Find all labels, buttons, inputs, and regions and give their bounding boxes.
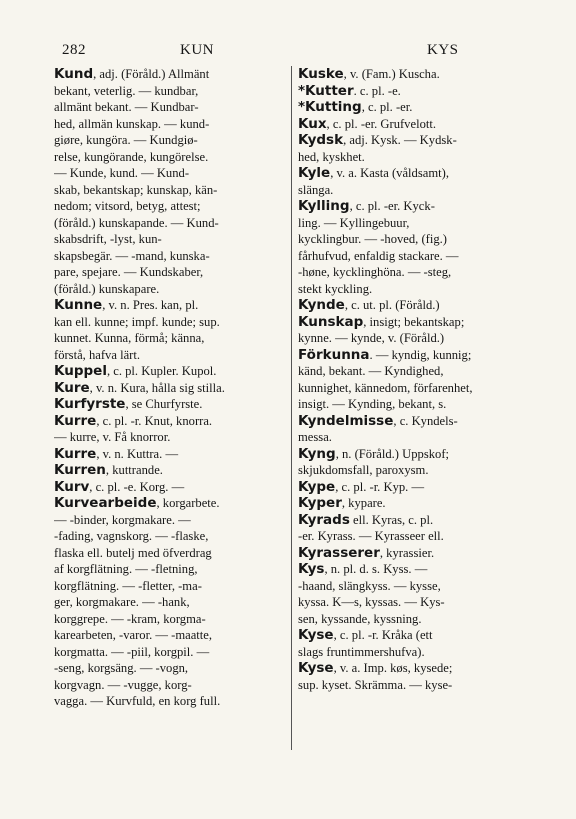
entry-line: Kylling, c. pl. -er. Kyck-: [298, 198, 435, 214]
entry-line: *Kutting, c. pl. -er.: [298, 99, 413, 115]
entry-line: kunnet. Kunna, förmå; känna,: [54, 331, 205, 345]
entry-line: *Kutter. c. pl. -e.: [298, 82, 401, 99]
left-guide-word: KUN: [180, 42, 214, 58]
entry-line: -seng, korgsäng. — -vogn,: [54, 661, 189, 675]
entry-line: pare, spejare. — Kundskaber,: [54, 265, 204, 279]
entry-line: sup. kyset. Skrämma. — kyse-: [298, 677, 453, 692]
entry-line: Kurren, kuttrande.: [54, 462, 163, 478]
entry-line: korgvagn. — -vugge, korg-: [54, 677, 192, 692]
entry-line: — kurre, v. Få knorror.: [54, 430, 171, 444]
entry-line: Kyper, kypare.: [298, 495, 386, 511]
entry-line: (föråld.) kunskapande. — Kund-: [54, 215, 219, 230]
entry-line: bekant, veterlig. — kundbar,: [54, 83, 199, 98]
entry-line: Kyng, n. (Föråld.) Uppskof;: [298, 445, 450, 462]
entry-line: insigt. — Kynding, bekant, s.: [298, 397, 447, 411]
entry-line: Kuske, v. (Fam.) Kuscha.: [298, 66, 440, 82]
entry-line: relse, kungörande, kungörelse.: [54, 149, 209, 164]
entry-line: Kund, adj. (Föråld.) Allmänt: [54, 66, 210, 82]
entry-line: — -binder, korgmakare. —: [54, 512, 191, 527]
entry-line: kunnighet, kännedom, förfarenhet,: [298, 380, 473, 395]
entry-line: skab, bekantskap; kunskap, kän-: [54, 182, 218, 197]
entry-line: kycklingbur. — -hoved, (fig.): [298, 232, 447, 246]
entry-line: Kynde, c. ut. pl. (Föråld.): [298, 297, 440, 313]
entry-line: Kux, c. pl. -er. Grufvelott.: [298, 115, 437, 132]
entry-line: Kurfyrste, se Churfyrste.: [54, 396, 203, 412]
right-column: [298, 66, 532, 693]
entry-line: kyssa. K—s, kyssas. — Kys-: [298, 595, 445, 609]
entry-line: sen, kyssande, kyssning.: [298, 611, 422, 626]
entry-line: karearbeten, -varor. — -maatte,: [54, 628, 213, 642]
entry-line: stekt kyckling.: [298, 281, 373, 296]
entry-line: giøre, kungöra. — Kundgiø-: [54, 133, 198, 147]
entry-line: Kuppel, c. pl. Kupler. Kupol.: [54, 363, 217, 379]
entry-line: hed, kyskhet.: [298, 149, 365, 164]
entry-line: korggrepe. — -kram, korgma-: [54, 611, 206, 626]
entry-line: -haand, slängkyss. — kysse,: [298, 578, 441, 593]
column-divider: [291, 66, 292, 750]
entry-line: flaska ell. butelj med öfverdrag: [54, 545, 212, 560]
entry-line: Kurv, c. pl. -e. Korg. —: [54, 478, 185, 495]
entry-line: af korgflätning. — -fletning,: [54, 562, 198, 576]
entry-line: skabsdrift, -lyst, kun-: [54, 232, 162, 246]
left-column: [54, 66, 288, 710]
entry-line: Kurre, v. n. Kuttra. —: [54, 445, 179, 462]
entry-line: kynne. — kynde, v. (Föråld.): [298, 331, 445, 345]
entry-line: allmänt bekant. — Kundbar-: [54, 100, 199, 114]
entry-line: känd, bekant. — Kyndighed,: [298, 364, 444, 378]
entry-line: fårhufvud, enfaldig stackare. —: [298, 248, 459, 263]
entry-line: messa.: [298, 430, 332, 444]
entry-line: Kyndelmisse, c. Kyndels-: [298, 412, 458, 429]
entry-line: Kyse, v. a. Imp. køs, kysede;: [298, 660, 453, 676]
entry-line: hed, allmän kunskap. — kund-: [54, 116, 210, 131]
entry-line: skjukdomsfall, paroxysm.: [298, 463, 429, 477]
entry-line: — Kunde, kund. — Kund-: [54, 166, 190, 180]
entry-line: Kure, v. n. Kura, hålla sig stilla.: [54, 379, 225, 396]
entry-line: Kurre, c. pl. -r. Knut, knorra.: [54, 412, 213, 429]
entry-line: kan ell. kunne; impf. kunde; sup.: [54, 314, 220, 329]
entry-line: Kyle, v. a. Kasta (våldsamt),: [298, 165, 449, 181]
entry-line: korgmatta. — -piil, korgpil. —: [54, 644, 210, 659]
entry-line: (föråld.) kunskapare.: [54, 281, 160, 296]
entry-line: ger, korgmakare. — -hank,: [54, 595, 190, 609]
entry-line: förstå, hafva lärt.: [54, 347, 141, 362]
page-number: 282: [62, 42, 86, 58]
entry-line: Kunskap, insigt; bekantskap;: [298, 313, 465, 330]
entry-line: -fading, vagnskorg. — -flaske,: [54, 529, 209, 543]
entry-line: Kydsk, adj. Kysk. — Kydsk-: [298, 132, 457, 148]
entry-line: ling. — Kyllingebuur,: [298, 215, 410, 230]
right-guide-word: KYS: [427, 42, 459, 58]
entry-line: -er. Kyrass. — Kyrasseer ell.: [298, 529, 444, 543]
entry-line: korgflätning. — -fletter, -ma-: [54, 578, 202, 593]
entry-line: Kyse, c. pl. -r. Kråka (ett: [298, 627, 433, 643]
entry-line: Förkunna. — kyndig, kunnig;: [298, 346, 472, 363]
entry-line: Kurvearbeide, korgarbete.: [54, 495, 220, 511]
entry-line: Kype, c. pl. -r. Kyp. —: [298, 478, 425, 495]
entry-line: skapsbegär. — -mand, kunska-: [54, 248, 210, 263]
entry-line: nedom; vitsord, betyg, attest;: [54, 199, 201, 213]
entry-line: Kunne, v. n. Pres. kan, pl.: [54, 297, 199, 313]
entry-line: slags fruntimmershufva).: [298, 644, 425, 659]
entry-line: Kyrasserer, kyrassier.: [298, 544, 435, 561]
entry-line: Kys, n. pl. d. s. Kyss. —: [298, 561, 428, 577]
entry-line: slänga.: [298, 182, 334, 197]
running-header: [52, 42, 538, 64]
entry-line: Kyrads ell. Kyras, c. pl.: [298, 511, 434, 528]
entry-line: -høne, kycklinghöna. — -steg,: [298, 265, 452, 279]
entry-line: vagga. — Kurvfuld, en korg full.: [54, 694, 221, 708]
